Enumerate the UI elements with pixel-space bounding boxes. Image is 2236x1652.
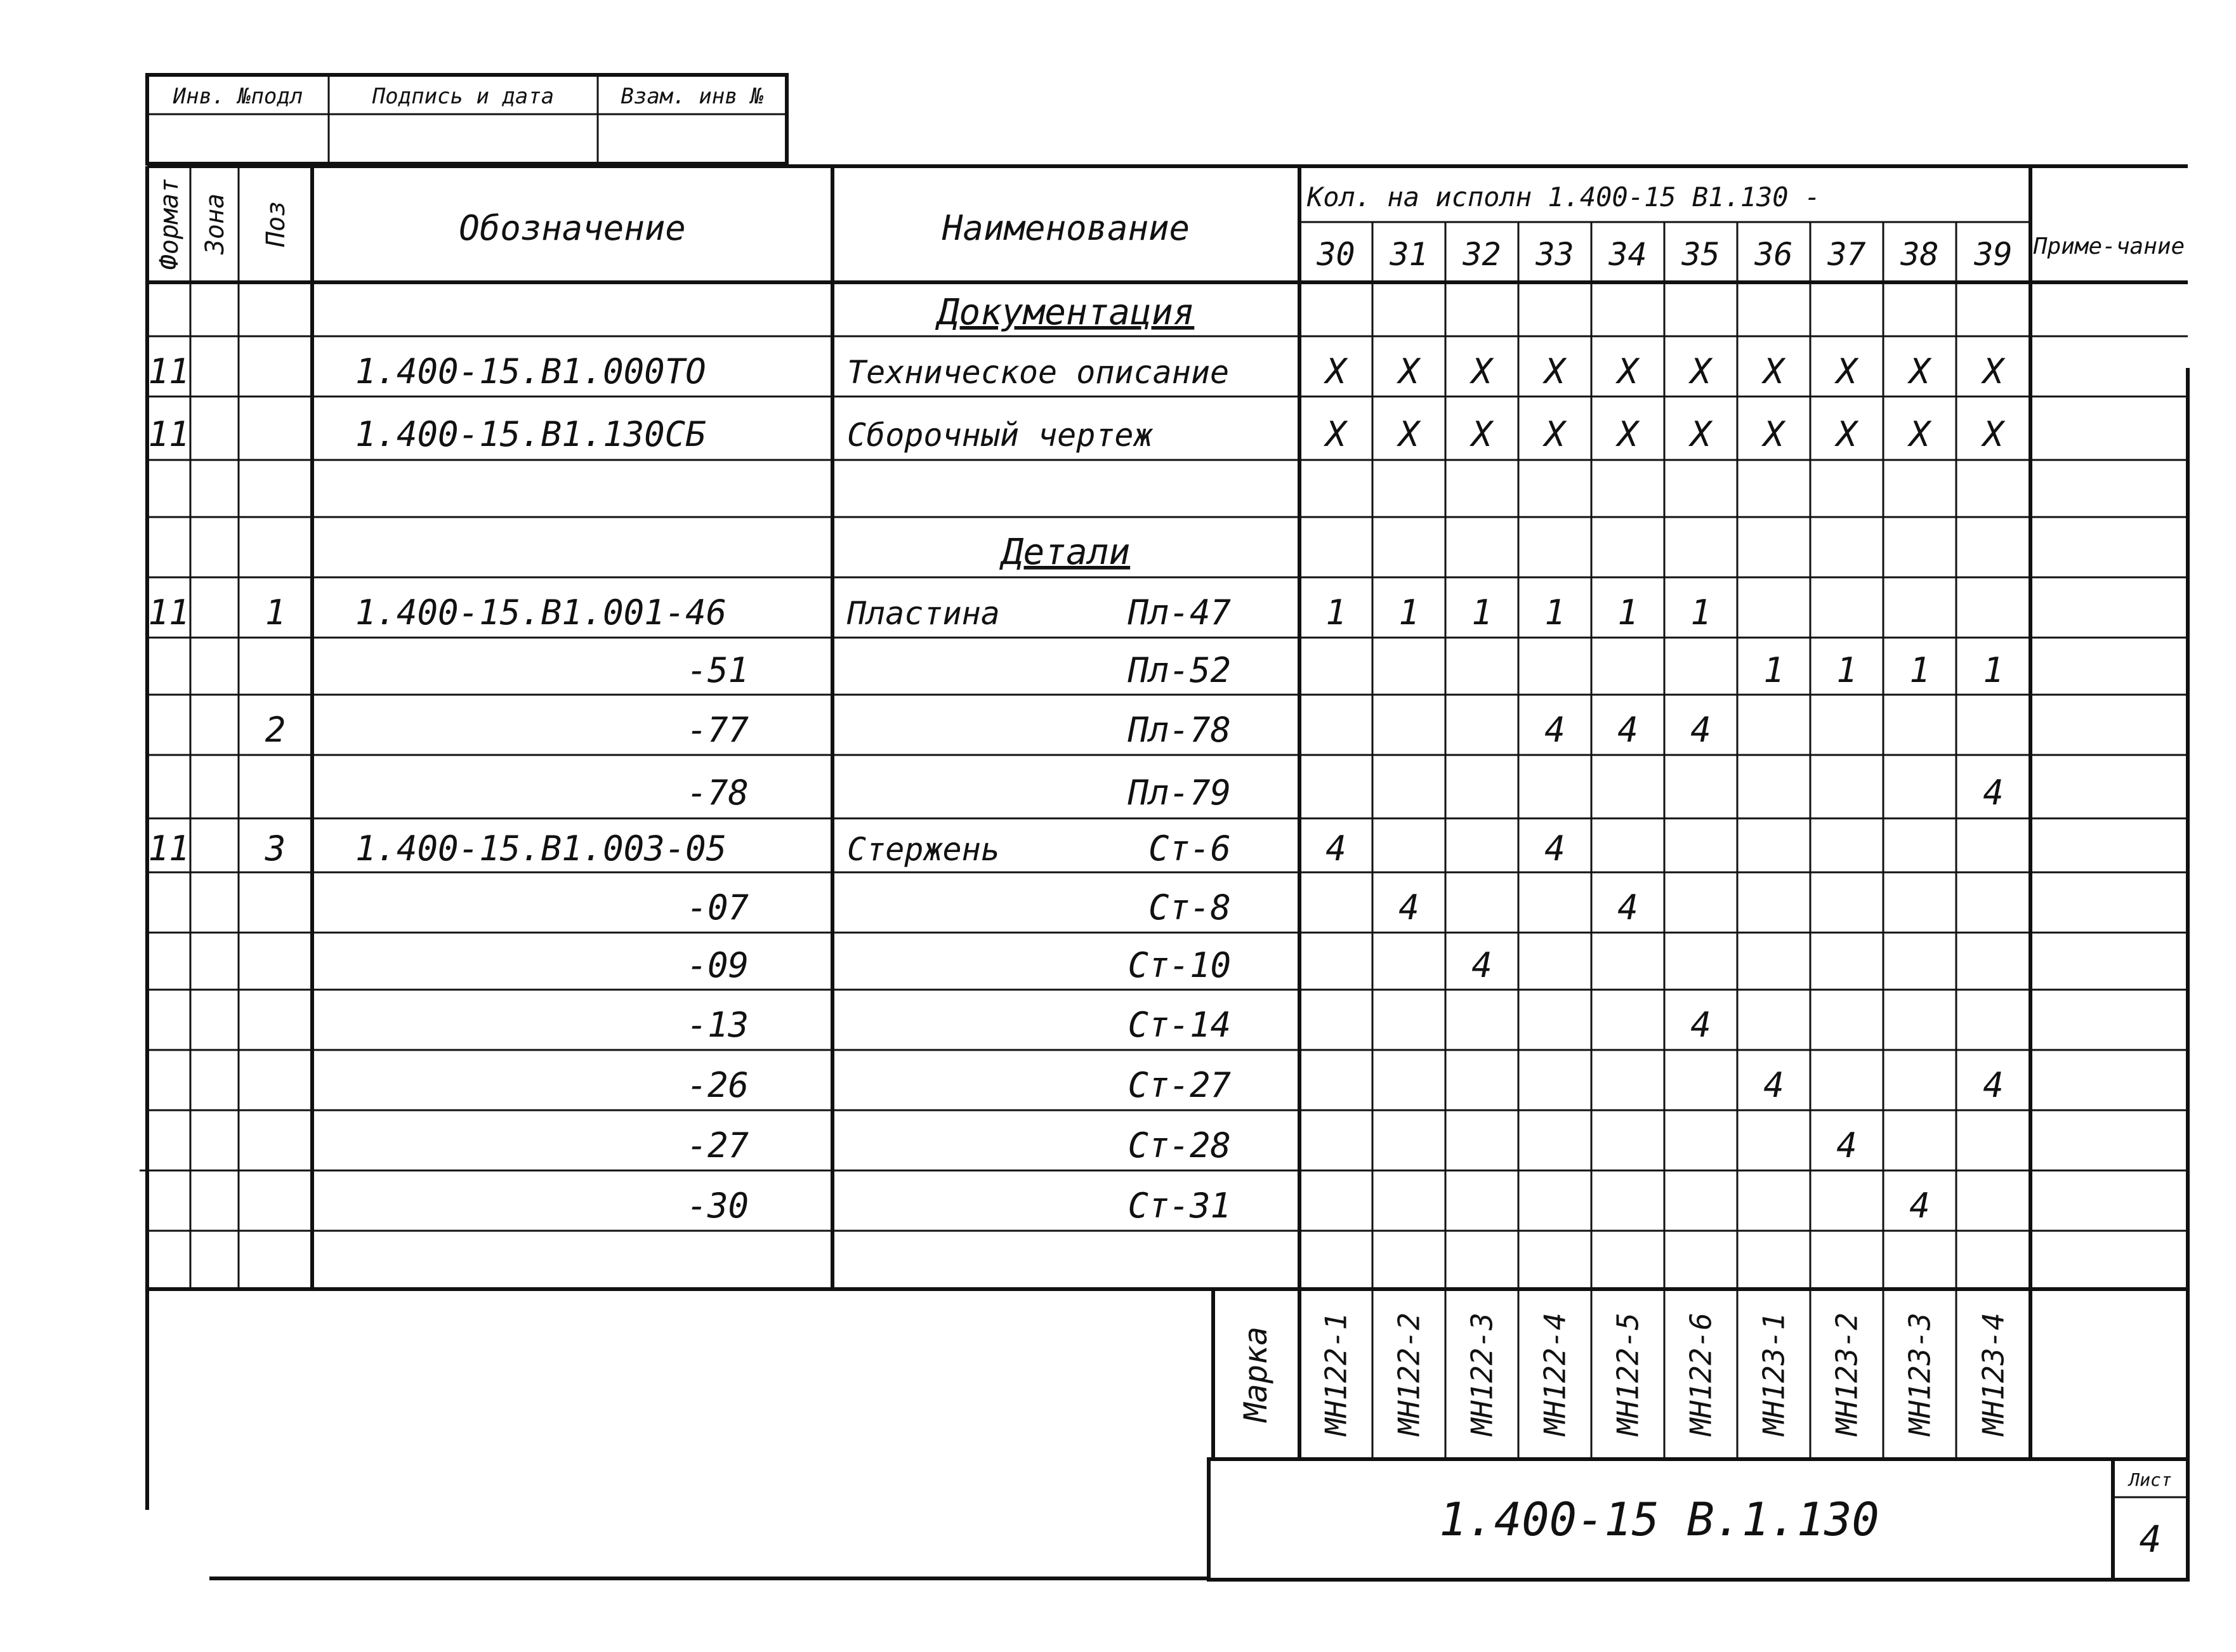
row-name-code: Пл-79 — [1128, 773, 1231, 813]
stamp-block — [147, 75, 787, 164]
row-pos: 3 — [265, 829, 286, 869]
header-designation: Обозначение — [459, 208, 686, 248]
header-qty-group: Кол. на исполн 1.400-15 В1.130 - — [1307, 181, 1821, 213]
mark-value: МН122-4 — [1537, 1313, 1572, 1436]
quantity-cell: 1 — [1690, 593, 1711, 633]
title-designation: 1.400-15 В.1.130 — [1439, 1493, 1879, 1546]
applicability-mark: X — [1983, 351, 2004, 391]
row-name-code: Ст-10 — [1128, 945, 1231, 985]
row-designation: -77 — [687, 710, 749, 750]
applicability-mark: X — [1471, 351, 1492, 391]
variant-header: 35 — [1681, 236, 1720, 273]
header-name: Наименование — [942, 208, 1190, 248]
row-designation: 1.400-15.В1.000ТО — [355, 351, 706, 391]
row-name-code: Ст-31 — [1128, 1186, 1231, 1226]
applicability-mark: X — [1836, 414, 1857, 454]
table-row — [148, 414, 2006, 454]
quantity-cell: 4 — [1690, 710, 1711, 750]
row-name: Техническое описание — [847, 354, 1230, 391]
row-format: 11 — [148, 414, 190, 454]
row-name: Сборочный чертеж — [847, 417, 1153, 454]
quantity-cell: 4 — [1471, 945, 1492, 985]
row-name-code: Ст-8 — [1148, 888, 1231, 928]
row-designation: -51 — [687, 650, 749, 690]
quantity-cell: 4 — [1544, 829, 1565, 869]
row-name-code: Ст-27 — [1128, 1065, 1231, 1105]
row-name-code: Пл-52 — [1128, 650, 1231, 690]
table-header — [155, 178, 2185, 273]
quantity-cell: 1 — [1325, 593, 1346, 633]
table-row — [148, 351, 2006, 391]
table-row — [687, 888, 1638, 928]
mark-value: МН123-1 — [1756, 1313, 1791, 1436]
variant-header: 32 — [1463, 236, 1501, 273]
stamp-header-inv: Инв. №подл — [173, 84, 303, 109]
row-format: 11 — [148, 351, 190, 391]
quantity-cell: 1 — [1398, 593, 1419, 633]
applicability-mark: X — [1325, 351, 1346, 391]
table-row — [687, 650, 2003, 690]
row-format: 11 — [148, 593, 190, 633]
row-designation: -26 — [687, 1065, 749, 1105]
variant-header: 34 — [1608, 236, 1647, 273]
header-pos: Поз — [261, 200, 291, 247]
applicability-mark: X — [1836, 351, 1857, 391]
marks-row — [1237, 1313, 2011, 1437]
row-name-code: Ст-6 — [1148, 829, 1231, 869]
header-note: Приме-чание — [2033, 233, 2185, 259]
row-designation: -07 — [687, 888, 749, 928]
table-row — [687, 1125, 1857, 1165]
row-name-code: Ст-28 — [1128, 1125, 1231, 1165]
stamp-header-replace: Взам. инв № — [621, 84, 764, 109]
row-section-title: Детали — [1001, 532, 1131, 573]
row-designation: 1.400-15.В1.001-46 — [355, 593, 727, 633]
row-name-code: Пл-47 — [1128, 593, 1231, 633]
applicability-mark: X — [1544, 351, 1565, 391]
mark-value: МН122-3 — [1464, 1313, 1499, 1436]
applicability-mark: X — [1763, 414, 1784, 454]
row-designation: -09 — [687, 945, 749, 985]
header-format: Формат — [155, 178, 184, 270]
mark-value: МН122-1 — [1319, 1313, 1353, 1436]
table-row — [935, 292, 1195, 333]
quantity-cell: 1 — [1617, 593, 1638, 633]
quantity-cell: 4 — [1983, 1065, 2004, 1105]
quantity-cell: 4 — [1690, 1005, 1711, 1045]
table-row — [687, 1065, 2003, 1105]
row-designation: 1.400-15.В1.003-05 — [355, 829, 727, 869]
applicability-mark: X — [1325, 414, 1346, 454]
variant-header: 31 — [1390, 236, 1428, 273]
sheet-label: Лист — [2129, 1469, 2172, 1490]
table-row — [687, 1005, 1711, 1045]
variant-header: 33 — [1536, 236, 1574, 273]
row-name: Пластина — [847, 595, 1000, 632]
row-format: 11 — [148, 829, 190, 869]
applicability-mark: X — [1983, 414, 2004, 454]
quantity-cell: 4 — [1617, 888, 1638, 928]
quantity-cell: 4 — [1544, 710, 1565, 750]
quantity-cell: 4 — [1325, 829, 1346, 869]
quantity-cell: 1 — [1471, 593, 1492, 633]
row-designation: 1.400-15.В1.130СБ — [355, 414, 706, 454]
applicability-mark: X — [1617, 351, 1638, 391]
quantity-cell: 4 — [1983, 773, 2004, 813]
marks-label: Марка — [1237, 1326, 1274, 1422]
row-section-title: Документация — [937, 292, 1195, 333]
variant-header: 37 — [1827, 236, 1866, 273]
quantity-cell: 1 — [1544, 593, 1565, 633]
stamp-header-signature: Подпись и дата — [372, 84, 555, 109]
header-zone: Зона — [201, 193, 230, 255]
quantity-cell: 4 — [1909, 1186, 1930, 1226]
row-pos: 2 — [265, 710, 286, 750]
mark-value: МН123-4 — [1976, 1313, 2011, 1436]
variant-header: 39 — [1974, 236, 2013, 273]
applicability-mark: X — [1909, 414, 1930, 454]
sheet-number: 4 — [2139, 1518, 2162, 1561]
applicability-mark: X — [1909, 351, 1930, 391]
table-row — [687, 773, 2003, 813]
variant-header: 38 — [1900, 236, 1939, 273]
mark-value: МН123-2 — [1829, 1313, 1864, 1436]
table-row — [148, 829, 1565, 869]
table-row — [265, 710, 1711, 750]
mark-value: МН122-6 — [1683, 1313, 1718, 1436]
quantity-cell: 4 — [1398, 888, 1419, 928]
row-designation: -13 — [687, 1005, 749, 1045]
title-block — [209, 1459, 2188, 1580]
row-designation: -27 — [687, 1125, 749, 1165]
applicability-mark: X — [1471, 414, 1492, 454]
quantity-cell: 1 — [1909, 650, 1930, 690]
table-row — [999, 532, 1130, 573]
quantity-cell: 4 — [1763, 1065, 1784, 1105]
applicability-mark: X — [1690, 351, 1711, 391]
row-designation: -78 — [687, 773, 749, 813]
table-body — [148, 292, 2006, 1226]
row-designation: -30 — [687, 1186, 749, 1226]
applicability-mark: X — [1617, 414, 1638, 454]
applicability-mark: X — [1763, 351, 1784, 391]
applicability-mark: X — [1544, 414, 1565, 454]
quantity-cell: 1 — [1983, 650, 2004, 690]
mark-value: МН122-2 — [1391, 1313, 1426, 1436]
applicability-mark: X — [1690, 414, 1711, 454]
quantity-cell: 1 — [1763, 650, 1784, 690]
mark-value: МН122-5 — [1610, 1313, 1645, 1436]
row-name-code: Пл-78 — [1128, 710, 1231, 750]
row-pos: 1 — [265, 593, 286, 633]
variant-header: 30 — [1317, 236, 1355, 273]
applicability-mark: X — [1398, 351, 1419, 391]
quantity-cell: 4 — [1617, 710, 1638, 750]
row-name-code: Ст-14 — [1128, 1005, 1231, 1045]
table-row — [687, 1186, 1930, 1226]
quantity-cell: 1 — [1836, 650, 1857, 690]
quantity-cell: 4 — [1836, 1125, 1857, 1165]
table-row — [148, 593, 1711, 633]
table-row — [687, 945, 1492, 985]
mark-value: МН123-3 — [1902, 1313, 1937, 1436]
applicability-mark: X — [1398, 414, 1419, 454]
row-name: Стержень — [847, 831, 1000, 868]
variant-header: 36 — [1754, 236, 1793, 273]
